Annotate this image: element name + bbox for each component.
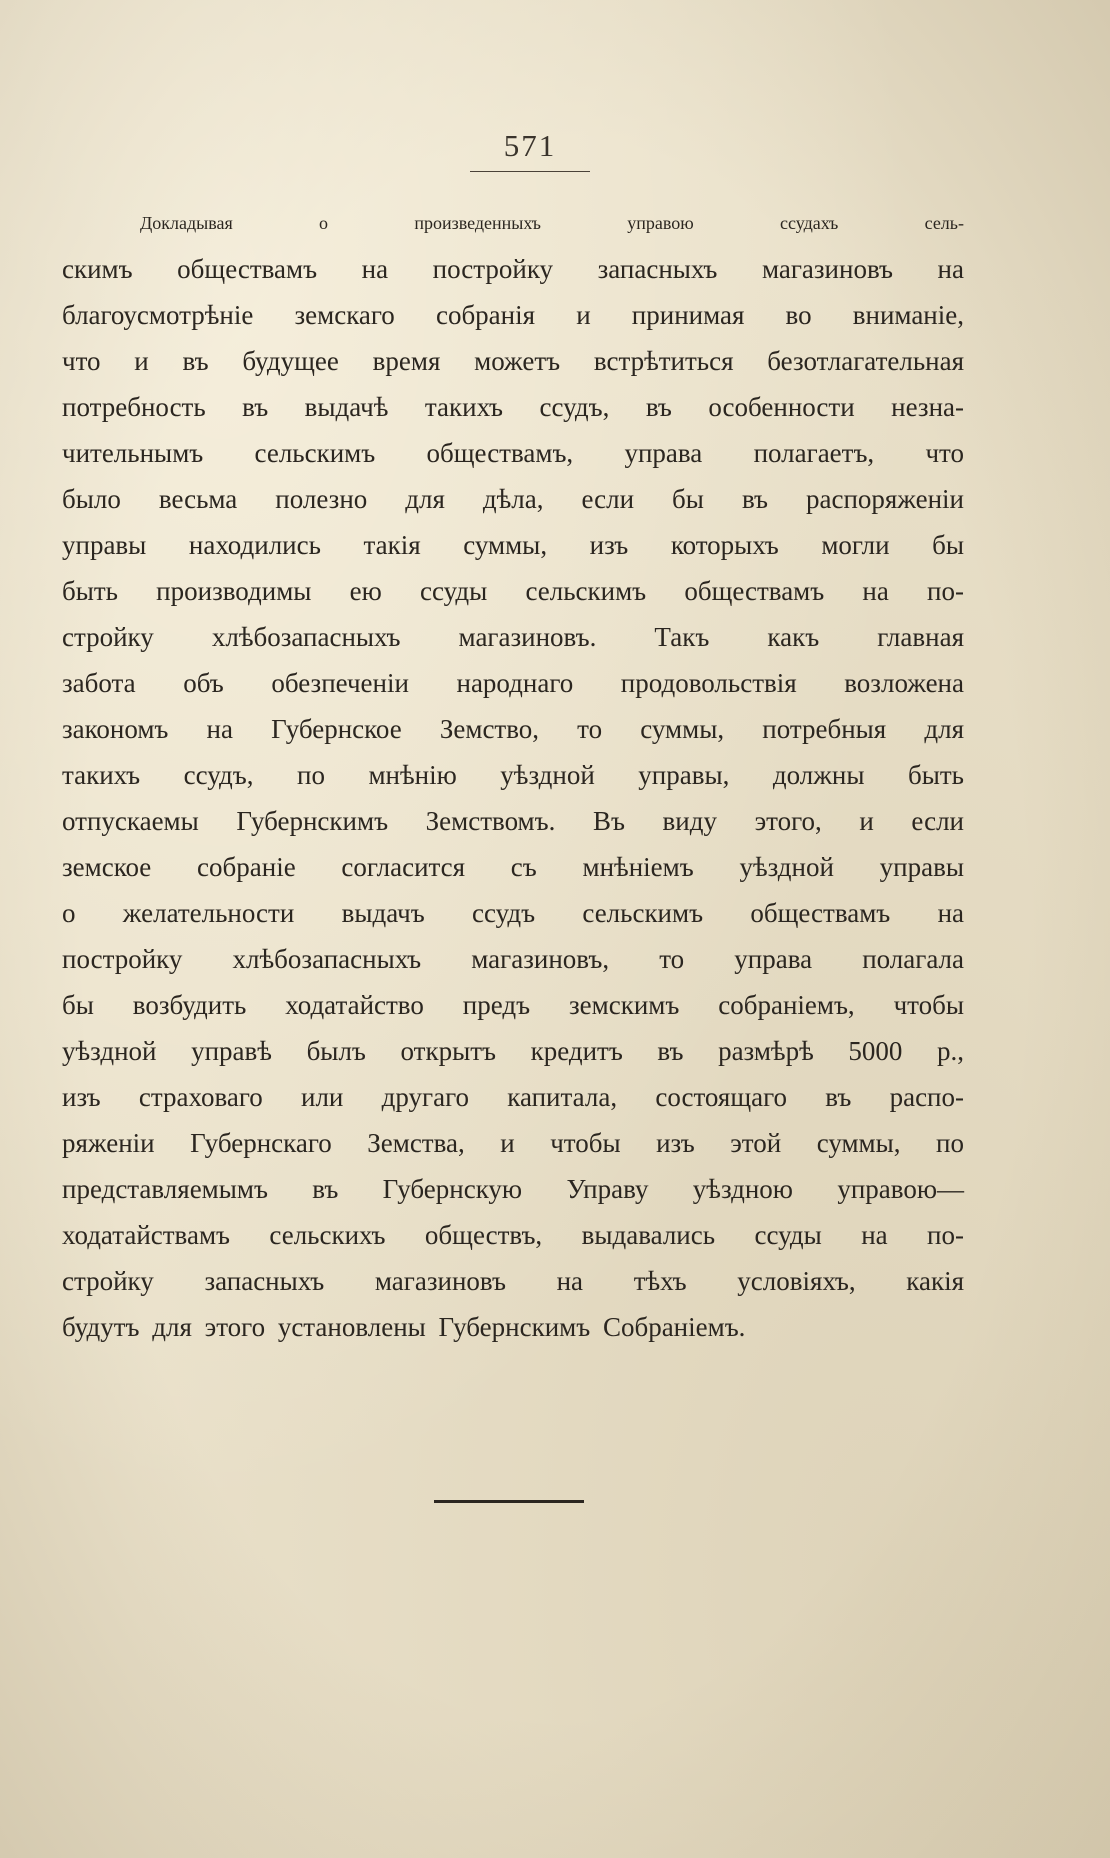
text-line: стройку хлѣбозапасныхъ магазиновъ. Такъ какъ главная <box>62 622 964 652</box>
text-line: отпускаемы Губернскимъ Земствомъ. Въ виду этого, и если <box>62 806 964 836</box>
text-line: скимъ обществамъ на постройку запасныхъ магазиновъ на <box>62 254 964 284</box>
text-line: управы находились такія суммы, изъ которыхъ могли бы <box>62 530 964 560</box>
text-line: было весьма полезно для дѣла, если бы въ распоряженіи <box>62 484 964 514</box>
text-line: изъ страховаго или другаго капитала, состоящаго въ распо- <box>62 1082 964 1112</box>
text-line: будутъ для этого установлены Губернскимъ Собраніемъ. <box>62 1312 746 1342</box>
text-line: забота объ обезпеченіи народнаго продовольствія возложена <box>62 668 964 698</box>
text-line: о желательности выдачъ ссудъ сельскимъ обществамъ на <box>62 898 964 928</box>
text-line: закономъ на Губернское Земство, то суммы, потребныя для <box>62 714 964 744</box>
text-line: чительнымъ сельскимъ обществамъ, управа полагаетъ, что <box>62 438 964 468</box>
text-line: что и въ будущее время можетъ встрѣтиться безотлагательная <box>62 346 964 376</box>
text-line: потребность въ выдачѣ такихъ ссудъ, въ особенности незна- <box>62 392 964 422</box>
page-number-underline <box>470 171 590 172</box>
text-line: Докладывая о произведенныхъ управою ссудахъ сель- <box>140 213 964 233</box>
page-number: 571 <box>503 128 557 163</box>
text-line: бы возбудить ходатайство предъ земскимъ собраніемъ, чтобы <box>62 990 964 1020</box>
text-line: благоусмотрѣніе земскаго собранія и принимая во вниманіе, <box>62 300 964 330</box>
text-line: представляемымъ въ Губернскую Управу уѣздною управою— <box>62 1174 964 1204</box>
text-line: ходатайствамъ сельскихъ обществъ, выдавались ссуды на по- <box>62 1220 964 1250</box>
text-line: постройку хлѣбозапасныхъ магазиновъ, то управа полагала <box>62 944 964 974</box>
text-line: быть производимы ею ссуды сельскимъ обществамъ на по- <box>62 576 964 606</box>
body-paragraph <box>62 200 964 1350</box>
text-line: такихъ ссудъ, по мнѣнію уѣздной управы, должны быть <box>62 760 964 790</box>
text-line: земское собраніе согласится съ мнѣніемъ уѣздной управы <box>62 852 964 882</box>
text-line: ряженіи Губернскаго Земства, и чтобы изъ этой суммы, по <box>62 1128 964 1158</box>
text-line: уѣздной управѣ былъ открытъ кредитъ въ размѣрѣ 5000 р., <box>62 1036 964 1066</box>
text-line: стройку запасныхъ магазиновъ на тѣхъ условіяхъ, какія <box>62 1266 964 1296</box>
section-end-rule <box>434 1500 584 1503</box>
